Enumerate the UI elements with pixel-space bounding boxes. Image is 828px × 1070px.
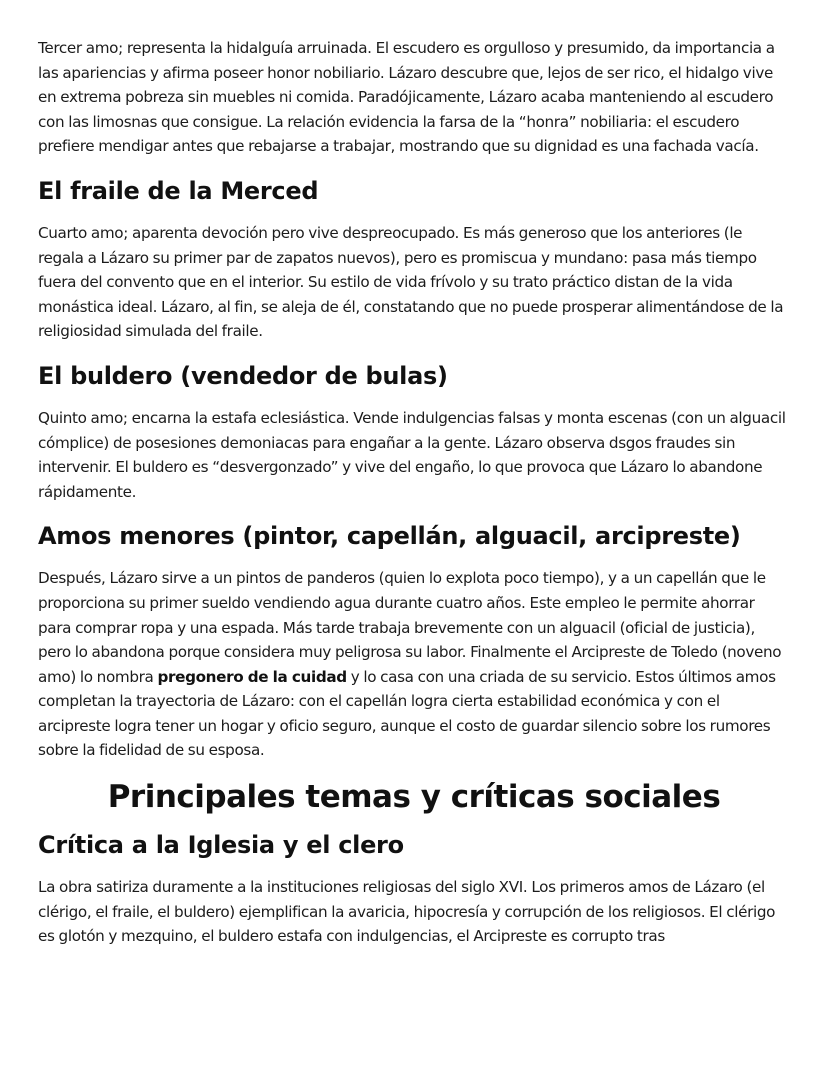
- amos-menores-heading: Amos menores (pintor, capellán, alguacil, arcipreste): [38, 522, 741, 551]
- temas-section-title: Principales temas y críticas sociales: [107, 779, 721, 816]
- fraile-heading: El fraile de la Merced: [38, 176, 319, 205]
- fraile-paragraph: Cuarto amo; aparenta devoción pero vive despreocupado. Es más generoso que los anteriores (le regala a Lázaro su primer par de zapatos nuevos), pero es promiscua y mundano: pasa más tiempo fuera del convento que en el interior. Su estilo de vida frívolo y su trato práctico distan de la vida monástica ideal. Lázaro, al fin, se aleja de él, constatando que no puede prosperar alimentándose de la religiosidad simulada del fraile.: [38, 223, 784, 341]
- amos-menores-text-after: y lo casa con una criada de su servicio. Estos últimos amos completan la trayectoria de Lázaro: con el capellán logra cierta estabilidad económica y con el arcipreste logra tener un hogar y oficio seguro, aunque el costo de guardar silencio sobre los rumores sobre la fidelidad de su esposa.: [38, 667, 776, 760]
- critica-iglesia-heading: Crítica a la Iglesia y el clero: [38, 831, 404, 860]
- pregonero-bold-text: pregonero de la cuidad: [157, 667, 347, 686]
- amos-menores-paragraph: [38, 566, 790, 763]
- critica-iglesia-paragraph: La obra satiriza duramente a la instituciones religiosas del siglo XVI. Los primeros amos de Lázaro (el clérigo, el fraile, el buldero) ejemplifican la avaricia, hipocresía y corrupción de los religiosos. El clérigo es glotón y mezquino, el buldero estafa con indulgencias, el Arcipreste es corrupto tras: [38, 878, 776, 946]
- amos-menores-text-before: Después, Lázaro sirve a un pintos de panderos (quien lo explota poco tiempo), y a un capellán que le proporciona su primer sueldo vendiendo agua durante cuatro años. Este empleo le permite ahorrar para comprar ropa y una espada. Más tarde trabaja brevemente con un alguacil (oficial de justicia), pero lo abandona porque considera muy peligrosa su labor. Finalmente el Arcipreste de Toledo (noveno amo) lo nombra: [38, 569, 782, 686]
- buldero-heading: El buldero (vendedor de bulas): [38, 361, 448, 390]
- escudero-paragraph: Tercer amo; representa la hidalguía arruinada. El escudero es orgulloso y presumido, da importancia a las apariencias y afirma poseer honor nobiliario. Lázaro descubre que, lejos de ser rico, el hidalgo vive en extrema pobreza sin muebles ni comida. Paradójicamente, Lázaro acaba manteniendo al escudero con las limosnas que consigue. La relación evidencia la farsa de la “honra” nobiliaria: el escudero prefiere mendigar antes que rebajarse a trabajar, mostrando que su dignidad es una fachada vacía.: [38, 39, 775, 156]
- buldero-paragraph: Quinto amo; encarna la estafa eclesiástica. Vende indulgencias falsas y monta escenas (con un alguacil cómplice) de posesiones demoniacas para engañar a la gente. Lázaro observa dsgos fraudes sin intervenir. El buldero es “desvergonzado” y vive del engaño, lo que provoca que Lázaro lo abandone rápidamente.: [38, 408, 786, 501]
